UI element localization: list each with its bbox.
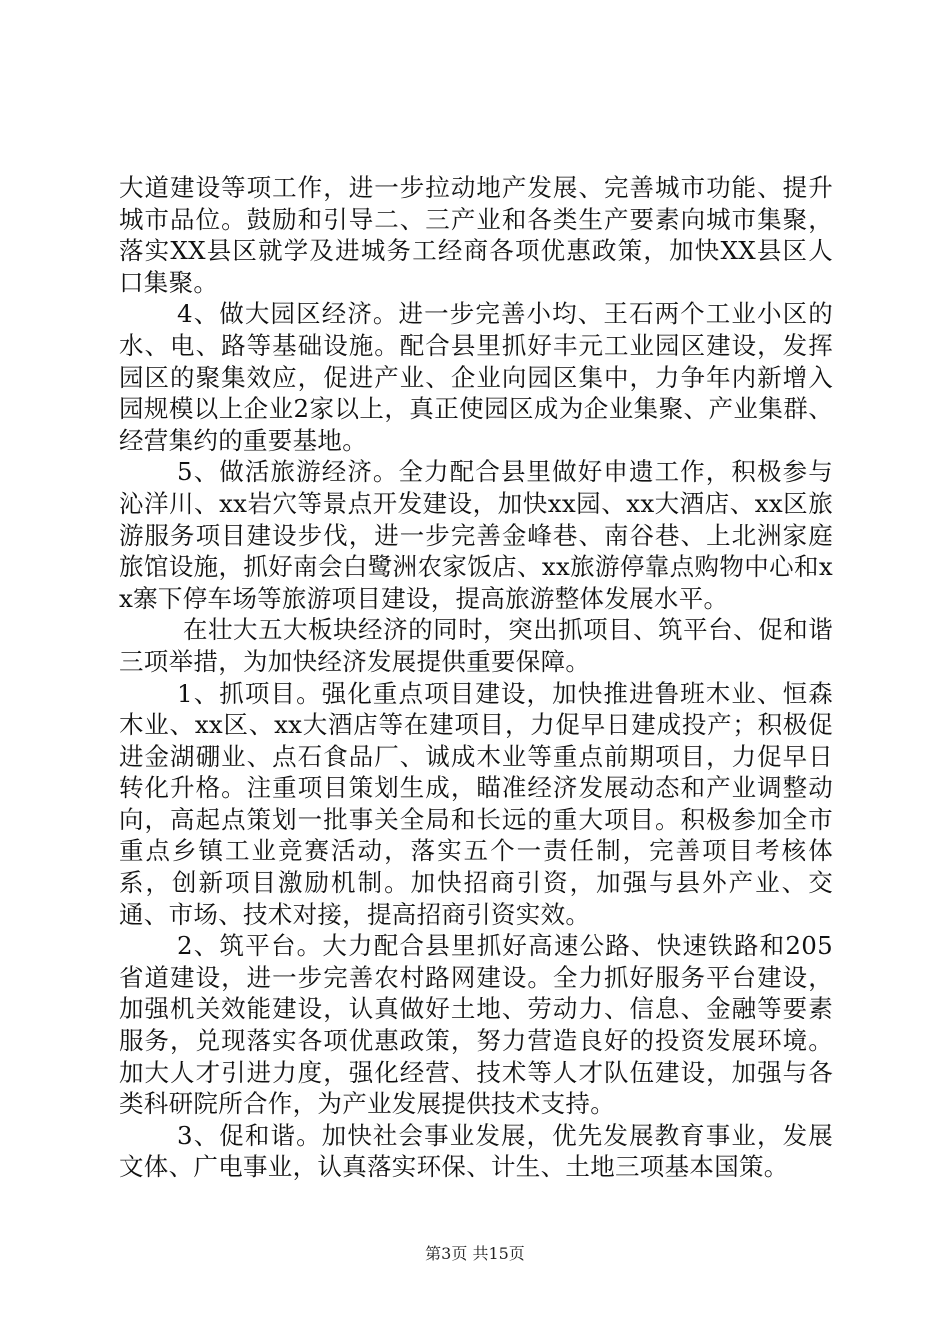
paragraph-platforms: 2、筑平台。大力配合县里抓好高速公路、快速铁路和205省道建设，进一步完善农村路网建设。全力抓好服务平台建设，加强机关效能建设，认真做好土地、劳动力、信息、金融等要素服务，兑现落实各项优惠政策，努力营造良好的投资发展环境。加大人才引进力度，强化经营、技术等人才队伍建设，加强与各类科研院所合作，为产业发展提供技术支持。 (119, 931, 833, 1119)
page-footer: 第3页 共15页 (425, 1244, 525, 1263)
document-body (119, 172, 833, 1183)
paragraph-harmony: 3、促和谐。加快社会事业发展，优先发展教育事业，发展文体、广电事业，认真落实环保、计生、土地三项基本国策。 (119, 1120, 833, 1182)
paragraph-three-measures: 在壮大五大板块经济的同时，突出抓项目、筑平台、促和谐三项举措，为加快经济发展提供重要保障。 (119, 615, 833, 676)
paragraph-tourism-economy: 5、做活旅游经济。全力配合县里做好申遗工作，积极参与沁洋川、xx岩穴等景点开发建设，加快xx园、xx大酒店、xx区旅游服务项目建设步伐，进一步完善金峰巷、南谷巷、上北洲家庭旅馆设施，抓好南会白鹭洲农家饭店、xx旅游停靠点购物中心和xx寨下停车场等旅游项目建设，提高旅游整体发展水平。 (119, 457, 833, 613)
paragraph-urban-construction: 大道建设等项工作，进一步拉动地产发展、完善城市功能、提升城市品位。鼓励和引导二、三产业和各类生产要素向城市集聚，落实XX县区就学及进城务工经商各项优惠政策，加快XX县区人口集聚。 (119, 173, 833, 297)
paragraph-park-economy: 4、做大园区经济。进一步完善小均、王石两个工业小区的水、电、路等基础设施。配合县里抓好丰元工业园区建设，发挥园区的聚集效应，促进产业、企业向园区集中，力争年内新增入园规模以上企业2家以上，真正使园区成为企业集聚、产业集群、经营集约的重要基地。 (119, 299, 833, 455)
paragraph-projects: 1、抓项目。强化重点项目建设，加快推进鲁班木业、恒森木业、xx区、xx大酒店等在建项目，力促早日建成投产；积极促进金湖硼业、点石食品厂、诚成木业等重点前期项目，力促早日转化升格。注重项目策划生成，瞄准经济发展动态和产业调整动向，高起点策划一批事关全局和长远的重大项目。积极参加全市重点乡镇工业竞赛活动，落实五个一责任制，完善项目考核体系，创新项目激励机制。加快招商引资，加强与县外产业、交通、市场、技术对接，提高招商引资实效。 (119, 678, 833, 929)
